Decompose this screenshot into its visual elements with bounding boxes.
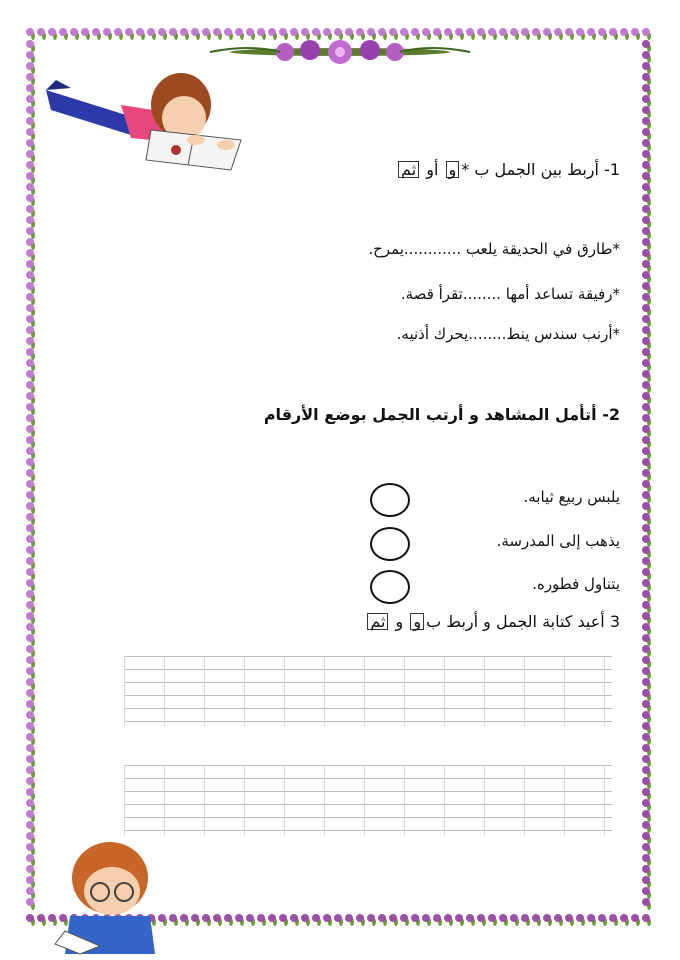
border-flower-icon — [26, 898, 35, 910]
border-flower-icon — [26, 348, 35, 360]
border-flower-icon — [642, 612, 651, 624]
q2-item-3: يتناول فطوره. — [532, 575, 620, 593]
border-flower-icon — [554, 28, 563, 40]
border-flower-icon — [26, 62, 35, 74]
border-flower-icon — [180, 28, 189, 40]
border-flower-icon — [598, 28, 607, 40]
border-flower-icon — [26, 667, 35, 679]
writing-grid-vline — [244, 765, 245, 835]
border-flower-icon — [642, 667, 651, 679]
border-flower-icon — [26, 28, 35, 40]
border-flower-icon — [642, 865, 651, 877]
border-flower-icon — [26, 117, 35, 129]
border-flower-icon — [26, 469, 35, 481]
border-flower-icon — [26, 623, 35, 635]
border-flower-icon — [565, 914, 574, 926]
border-flower-icon — [587, 28, 596, 40]
border-flower-icon — [642, 293, 651, 305]
border-flower-icon — [488, 914, 497, 926]
border-flower-icon — [26, 337, 35, 349]
border-flower-icon — [26, 161, 35, 173]
writing-line — [124, 721, 612, 722]
border-flower-icon — [499, 28, 508, 40]
border-flower-icon — [26, 304, 35, 316]
writing-grid-vline — [204, 656, 205, 726]
border-flower-icon — [26, 51, 35, 63]
border-flower-icon — [642, 645, 651, 657]
border-flower-icon — [510, 28, 519, 40]
border-flower-icon — [26, 403, 35, 415]
border-flower-icon — [26, 205, 35, 217]
border-flower-icon — [642, 557, 651, 569]
border-flower-icon — [642, 436, 651, 448]
writing-grid-vline — [244, 656, 245, 726]
border-flower-icon — [26, 854, 35, 866]
border-flower-icon — [642, 271, 651, 283]
writing-grid-vline — [164, 656, 165, 726]
border-flower-icon — [103, 28, 112, 40]
q3-title-prefix: 3 أعيد كتابة الجمل و أربط ب — [426, 612, 620, 631]
border-flower-icon — [642, 315, 651, 327]
border-flower-icon — [48, 28, 57, 40]
border-flower-icon — [642, 40, 651, 52]
border-flower-icon — [642, 722, 651, 734]
border-flower-icon — [554, 914, 563, 926]
writing-grid-vline — [364, 765, 365, 835]
border-flower-icon — [26, 843, 35, 855]
writing-line — [124, 791, 612, 792]
border-flower-icon — [26, 711, 35, 723]
border-flower-icon — [510, 914, 519, 926]
border-flower-icon — [26, 436, 35, 448]
border-flower-icon — [532, 914, 541, 926]
border-flower-icon — [26, 139, 35, 151]
writing-grid-vline — [444, 656, 445, 726]
writing-grid-vline — [484, 765, 485, 835]
border-flower-icon — [26, 513, 35, 525]
border-flower-icon — [543, 914, 552, 926]
border-flower-icon — [26, 84, 35, 96]
border-flower-icon — [444, 914, 453, 926]
border-flower-icon — [26, 194, 35, 206]
border-flower-icon — [642, 799, 651, 811]
border-flower-icon — [455, 914, 464, 926]
writing-grid-vline — [204, 765, 205, 835]
q1-sentence-3: *أرنب سندس ينط........يحرك أذنيه. — [396, 325, 620, 343]
writing-lines-block-2[interactable] — [124, 765, 612, 835]
border-flower-icon — [642, 106, 651, 118]
writing-line — [124, 669, 612, 670]
border-flower-icon — [81, 28, 90, 40]
border-flower-icon — [26, 282, 35, 294]
border-flower-icon — [26, 590, 35, 602]
border-flower-icon — [26, 678, 35, 690]
q1-sentence-1: *طارق في الحديقة يلعب ............يمرح. — [368, 240, 620, 258]
border-flower-icon — [268, 914, 277, 926]
q1-connector-and: و — [446, 161, 460, 178]
border-flower-icon — [202, 914, 211, 926]
border-flower-icon — [587, 914, 596, 926]
border-flower-icon — [26, 106, 35, 118]
border-flower-icon — [642, 656, 651, 668]
border-flower-icon — [26, 271, 35, 283]
border-flower-icon — [136, 28, 145, 40]
border-flower-icon — [642, 535, 651, 547]
border-flower-icon — [279, 914, 288, 926]
q2-item-2: يذهب إلى المدرسة. — [496, 532, 620, 550]
order-circle-1[interactable] — [370, 483, 410, 517]
border-flower-icon — [191, 914, 200, 926]
border-flower-icon — [389, 914, 398, 926]
border-flower-icon — [642, 854, 651, 866]
border-flower-icon — [26, 128, 35, 140]
writing-grid-vline — [484, 656, 485, 726]
border-flower-icon — [26, 370, 35, 382]
writing-grid-vline — [604, 656, 605, 726]
border-flower-icon — [180, 914, 189, 926]
border-flower-icon — [26, 568, 35, 580]
q1-sentence-2: *رفيقة تساعد أمها ........تقرأ قصة. — [400, 285, 620, 303]
border-flower-icon — [290, 914, 299, 926]
border-flower-icon — [642, 524, 651, 536]
border-flower-icon — [26, 546, 35, 558]
writing-lines-block-1[interactable] — [124, 656, 612, 726]
border-flower-icon — [642, 359, 651, 371]
writing-grid-vline — [444, 765, 445, 835]
border-flower-icon — [26, 766, 35, 778]
border-flower-icon — [642, 73, 651, 85]
border-flower-icon — [642, 634, 651, 646]
border-flower-icon — [642, 914, 651, 926]
border-flower-icon — [642, 139, 651, 151]
border-flower-icon — [257, 914, 266, 926]
border-flower-icon — [620, 914, 629, 926]
border-flower-icon — [26, 392, 35, 404]
border-flower-icon — [26, 799, 35, 811]
border-flower-icon — [26, 645, 35, 657]
border-flower-icon — [642, 755, 651, 767]
border-flower-icon — [631, 914, 640, 926]
border-flower-icon — [642, 62, 651, 74]
border-flower-icon — [642, 898, 651, 910]
writing-line — [124, 682, 612, 683]
border-flower-icon — [26, 579, 35, 591]
border-flower-icon — [26, 914, 35, 926]
border-flower-icon — [642, 601, 651, 613]
border-flower-icon — [642, 227, 651, 239]
border-flower-icon — [411, 914, 420, 926]
border-flower-icon — [26, 260, 35, 272]
border-flower-icon — [642, 733, 651, 745]
border-flower-icon — [26, 359, 35, 371]
border-flower-icon — [642, 469, 651, 481]
border-flower-icon — [521, 914, 530, 926]
border-flower-icon — [642, 172, 651, 184]
border-flower-icon — [642, 194, 651, 206]
border-flower-icon — [642, 370, 651, 382]
q1-connector-then: ثم — [398, 161, 419, 178]
border-flower-icon — [576, 28, 585, 40]
border-flower-icon — [26, 480, 35, 492]
border-flower-icon — [26, 612, 35, 624]
q1-or-word: أو — [426, 160, 439, 179]
border-flower-icon — [642, 766, 651, 778]
writing-grid-vline — [284, 656, 285, 726]
border-flower-icon — [169, 28, 178, 40]
border-flower-icon — [642, 205, 651, 217]
border-flower-icon — [642, 700, 651, 712]
border-flower-icon — [158, 28, 167, 40]
border-flower-icon — [26, 601, 35, 613]
border-flower-icon — [642, 414, 651, 426]
border-flower-icon — [26, 216, 35, 228]
border-flower-icon — [642, 689, 651, 701]
girl-reading-icon — [36, 60, 256, 190]
border-flower-icon — [642, 216, 651, 228]
writing-line — [124, 708, 612, 709]
border-flower-icon — [26, 689, 35, 701]
border-flower-icon — [642, 590, 651, 602]
border-flower-icon — [642, 568, 651, 580]
border-flower-icon — [26, 414, 35, 426]
border-flower-icon — [642, 447, 651, 459]
border-flower-icon — [26, 172, 35, 184]
border-flower-icon — [26, 238, 35, 250]
border-flower-icon — [642, 161, 651, 173]
border-flower-icon — [26, 150, 35, 162]
border-flower-icon — [642, 260, 651, 272]
border-flower-icon — [543, 28, 552, 40]
border-flower-icon — [400, 914, 409, 926]
border-flower-icon — [37, 28, 46, 40]
border-flower-icon — [26, 557, 35, 569]
border-flower-icon — [642, 238, 651, 250]
border-flower-icon — [26, 491, 35, 503]
border-flower-icon — [642, 117, 651, 129]
border-flower-icon — [642, 832, 651, 844]
writing-grid-vline — [284, 765, 285, 835]
border-flower-icon — [642, 326, 651, 338]
border-flower-icon — [642, 623, 651, 635]
border-flower-icon — [642, 876, 651, 888]
border-flower-icon — [631, 28, 640, 40]
border-flower-icon — [642, 28, 651, 40]
border-flower-icon — [642, 425, 651, 437]
border-flower-icon — [642, 282, 651, 294]
border-flower-icon — [521, 28, 530, 40]
border-flower-icon — [642, 304, 651, 316]
border-flower-icon — [609, 28, 618, 40]
border-flower-icon — [70, 28, 79, 40]
writing-line — [124, 830, 612, 831]
border-flower-icon — [26, 634, 35, 646]
border-flower-icon — [26, 227, 35, 239]
writing-line — [124, 778, 612, 779]
border-flower-icon — [26, 876, 35, 888]
border-flower-icon — [26, 381, 35, 393]
border-flower-icon — [26, 73, 35, 85]
border-flower-icon — [26, 425, 35, 437]
border-flower-icon — [499, 914, 508, 926]
border-flower-icon — [642, 95, 651, 107]
border-flower-icon — [26, 810, 35, 822]
border-flower-icon — [477, 914, 486, 926]
border-flower-icon — [642, 249, 651, 261]
border-flower-icon — [642, 579, 651, 591]
border-flower-icon — [334, 914, 343, 926]
border-flower-icon — [642, 51, 651, 63]
question-2-title: 2- أتأمل المشاهد و أرتب الجمل بوضع الأرقام — [263, 405, 620, 424]
order-circle-3[interactable] — [370, 570, 410, 604]
border-flower-icon — [367, 914, 376, 926]
border-flower-icon — [642, 128, 651, 140]
border-flower-icon — [26, 777, 35, 789]
border-flower-icon — [642, 381, 651, 393]
border-flower-icon — [378, 914, 387, 926]
border-flower-icon — [642, 843, 651, 855]
border-flower-icon — [26, 315, 35, 327]
border-flower-icon — [26, 535, 35, 547]
border-flower-icon — [642, 403, 651, 415]
writing-line — [124, 817, 612, 818]
border-flower-icon — [642, 337, 651, 349]
q3-connector-and: و — [410, 613, 424, 630]
border-flower-icon — [26, 458, 35, 470]
border-flower-icon — [26, 524, 35, 536]
border-flower-icon — [246, 914, 255, 926]
boy-writing-icon — [40, 836, 170, 956]
border-flower-icon — [26, 821, 35, 833]
border-flower-icon — [642, 150, 651, 162]
border-flower-icon — [642, 183, 651, 195]
border-flower-icon — [26, 293, 35, 305]
writing-grid-vline — [124, 656, 125, 726]
border-flower-icon — [642, 348, 651, 360]
border-flower-icon — [26, 744, 35, 756]
q2-item-1: يلبس ربيع ثيابه. — [523, 488, 620, 506]
writing-grid-vline — [524, 656, 525, 726]
border-flower-icon — [642, 810, 651, 822]
border-flower-icon — [642, 678, 651, 690]
question-1-title — [396, 160, 620, 179]
border-flower-icon — [92, 28, 101, 40]
border-flower-icon — [26, 832, 35, 844]
writing-grid-vline — [564, 765, 565, 835]
border-flower-icon — [642, 491, 651, 503]
border-flower-icon — [235, 914, 244, 926]
writing-line — [124, 656, 612, 657]
border-flower-icon — [323, 914, 332, 926]
border-flower-icon — [576, 914, 585, 926]
writing-grid-vline — [564, 656, 565, 726]
border-flower-icon — [565, 28, 574, 40]
writing-line — [124, 695, 612, 696]
border-flower-icon — [598, 914, 607, 926]
border-flower-icon — [620, 28, 629, 40]
border-flower-icon — [312, 914, 321, 926]
border-flower-icon — [26, 656, 35, 668]
writing-grid-vline — [364, 656, 365, 726]
border-flower-icon — [26, 887, 35, 899]
q3-and-word: و — [395, 612, 404, 631]
border-flower-icon — [147, 28, 156, 40]
border-flower-icon — [26, 865, 35, 877]
border-flower-icon — [642, 788, 651, 800]
writing-grid-vline — [404, 656, 405, 726]
writing-grid-vline — [524, 765, 525, 835]
border-flower-icon — [26, 183, 35, 195]
border-flower-icon — [433, 914, 442, 926]
border-flower-icon — [26, 700, 35, 712]
question-3-title — [365, 612, 620, 631]
border-flower-icon — [26, 40, 35, 52]
border-flower-icon — [125, 28, 134, 40]
border-flower-icon — [26, 447, 35, 459]
border-flower-icon — [26, 326, 35, 338]
border-flower-icon — [26, 722, 35, 734]
border-flower-icon — [224, 914, 233, 926]
border-flower-icon — [114, 28, 123, 40]
border-flower-icon — [532, 28, 541, 40]
q1-title-prefix: 1- أربط بين الجمل ب * — [461, 160, 620, 179]
writing-grid-vline — [124, 765, 125, 835]
border-flower-icon — [213, 914, 222, 926]
border-flower-icon — [642, 84, 651, 96]
border-flower-icon — [26, 95, 35, 107]
border-flower-icon — [642, 887, 651, 899]
writing-grid-vline — [604, 765, 605, 835]
order-circle-2[interactable] — [370, 527, 410, 561]
writing-line — [124, 765, 612, 766]
writing-grid-vline — [404, 765, 405, 835]
border-flower-icon — [422, 914, 431, 926]
border-flower-icon — [642, 777, 651, 789]
border-flower-icon — [466, 914, 475, 926]
border-flower-icon — [609, 914, 618, 926]
border-flower-icon — [345, 914, 354, 926]
border-flower-icon — [642, 480, 651, 492]
border-flower-icon — [642, 502, 651, 514]
border-flower-icon — [642, 744, 651, 756]
border-flower-icon — [301, 914, 310, 926]
border-flower-icon — [642, 513, 651, 525]
writing-grid-vline — [324, 656, 325, 726]
q3-connector-then: ثم — [367, 613, 388, 630]
border-flower-icon — [26, 788, 35, 800]
border-flower-icon — [642, 458, 651, 470]
writing-grid-vline — [324, 765, 325, 835]
border-flower-icon — [26, 755, 35, 767]
border-flower-icon — [169, 914, 178, 926]
border-flower-icon — [642, 392, 651, 404]
border-flower-icon — [59, 28, 68, 40]
border-flower-icon — [26, 733, 35, 745]
border-flower-icon — [26, 249, 35, 261]
border-flower-icon — [642, 546, 651, 558]
border-flower-icon — [642, 711, 651, 723]
border-flower-icon — [356, 914, 365, 926]
writing-line — [124, 804, 612, 805]
writing-grid-vline — [164, 765, 165, 835]
border-flower-icon — [26, 502, 35, 514]
border-flower-icon — [642, 821, 651, 833]
